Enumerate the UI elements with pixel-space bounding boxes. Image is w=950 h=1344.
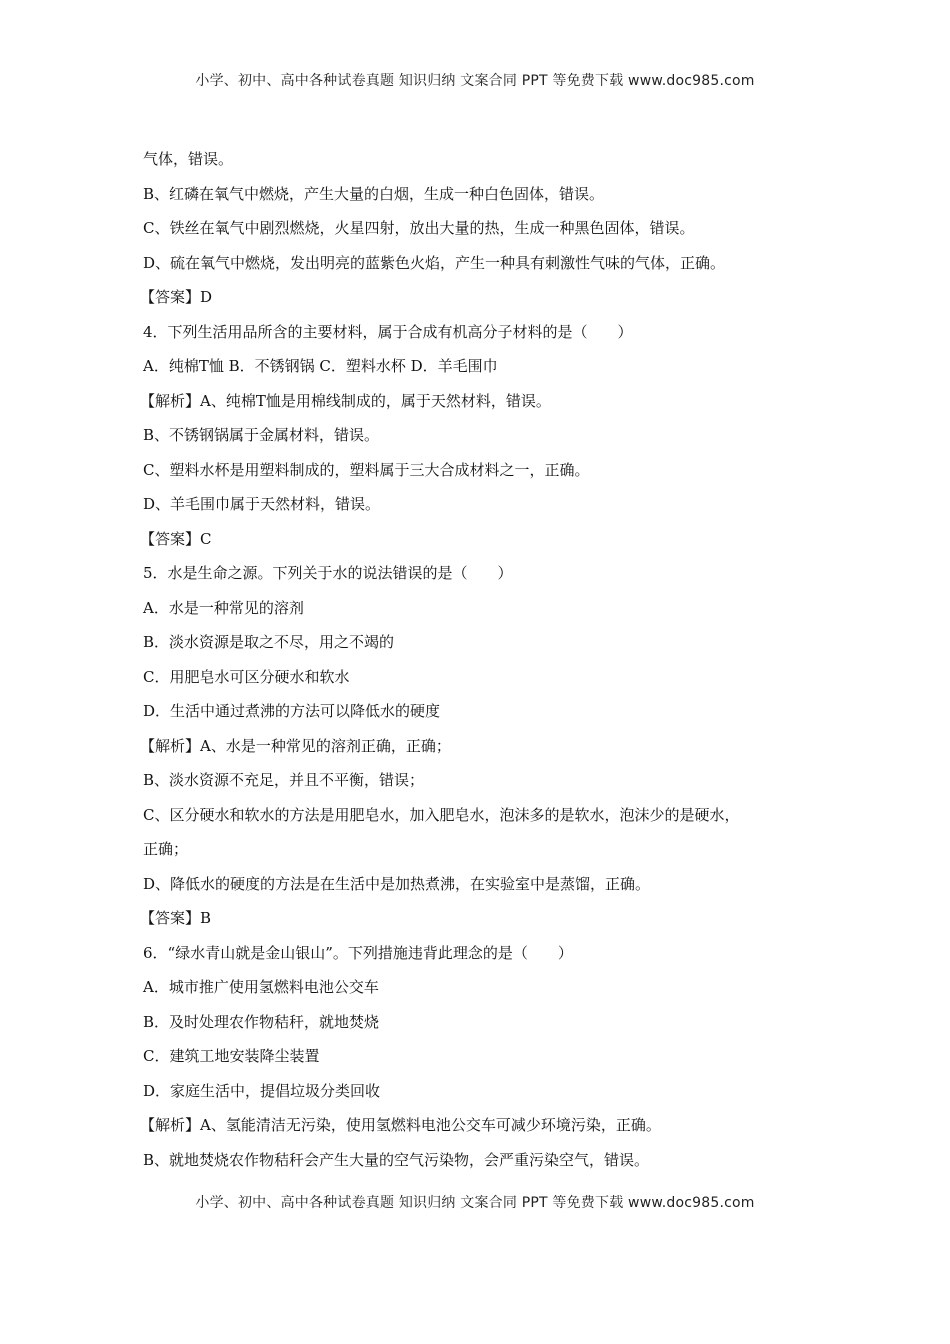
- text-line: C、区分硬水和软水的方法是用肥皂水，加入肥皂水，泡沫多的是软水，泡沫少的是硬水，: [143, 805, 740, 824]
- question-6: 6．“绿水青山就是金山银山”。下列措施违背此理念的是（ ）: [143, 943, 573, 962]
- text-line: D、降低水的硬度的方法是在生活中是加热煮沸，在实验室中是蒸馏，正确。: [143, 874, 651, 893]
- text-line: 气体，错误。: [143, 150, 234, 168]
- text-line: B、就地焚烧农作物秸秆会产生大量的空气污染物，会严重污染空气，错误。: [143, 1150, 650, 1169]
- text-line: C、铁丝在氧气中剧烈燃烧，火星四射，放出大量的热，生成一种黑色固体，错误。: [143, 219, 695, 237]
- text-line: B、淡水资源不充足，并且不平衡，错误；: [143, 771, 425, 789]
- option-line: B．及时处理农作物秸秆，就地焚烧: [143, 1012, 380, 1031]
- question-5: 5．水是生命之源。下列关于水的说法错误的是（ ）: [143, 564, 513, 582]
- answer-line: 【答案】C: [140, 529, 212, 548]
- analysis-line: 【解析】A、水是一种常见的溶剂正确，正确；: [140, 736, 451, 755]
- answer-line: 【答案】D: [140, 288, 213, 306]
- option-line: D．家庭生活中，提倡垃圾分类回收: [143, 1081, 381, 1100]
- option-line: C．建筑工地安装降尘装置: [143, 1047, 320, 1065]
- option-line: A．水是一种常见的溶剂: [143, 598, 304, 617]
- option-line: D．生活中通过煮沸的方法可以降低水的硬度: [143, 702, 441, 720]
- text-line: D、硫在氧气中燃烧，发出明亮的蓝紫色火焰，产生一种具有刺激性气味的气体，正确。: [143, 253, 726, 272]
- option-line: B．淡水资源是取之不尽，用之不竭的: [143, 633, 395, 651]
- analysis-line: 【解析】A、纯棉T恤是用棉线制成的，属于天然材料，错误。: [140, 391, 551, 410]
- analysis-line: 【解析】A、氢能清洁无污染，使用氢燃料电池公交车可减少环境污染，正确。: [140, 1116, 661, 1134]
- text-line: B、红磷在氧气中燃烧，产生大量的白烟，生成一种白色固体，错误。: [143, 184, 605, 203]
- text-line: B、不锈钢锅属于金属材料，错误。: [143, 426, 380, 444]
- page-content: [140, 142, 813, 1177]
- question-4-options: A．纯棉T恤 B．不锈钢锅 C．塑料水杯 D．羊毛围巾: [143, 357, 498, 375]
- answer-line: 【答案】B: [140, 909, 212, 927]
- option-line: C．用肥皂水可区分硬水和软水: [143, 667, 350, 686]
- text-line: 正确；: [143, 840, 189, 858]
- page-footer: 小学、初中、高中各种试卷真题 知识归纳 文案合同 PPT 等免费下载 www.doc985.com: [195, 1195, 755, 1211]
- page-header: 小学、初中、高中各种试卷真题 知识归纳 文案合同 PPT 等免费下载 www.doc985.com: [195, 73, 755, 89]
- question-4: 4．下列生活用品所含的主要材料，属于合成有机高分子材料的是（ ）: [143, 322, 633, 341]
- text-line: C、塑料水杯是用塑料制成的，塑料属于三大合成材料之一，正确。: [143, 460, 590, 479]
- text-line: D、羊毛围巾属于天然材料，错误。: [143, 495, 381, 513]
- option-line: A．城市推广使用氢燃料电池公交车: [143, 978, 379, 996]
